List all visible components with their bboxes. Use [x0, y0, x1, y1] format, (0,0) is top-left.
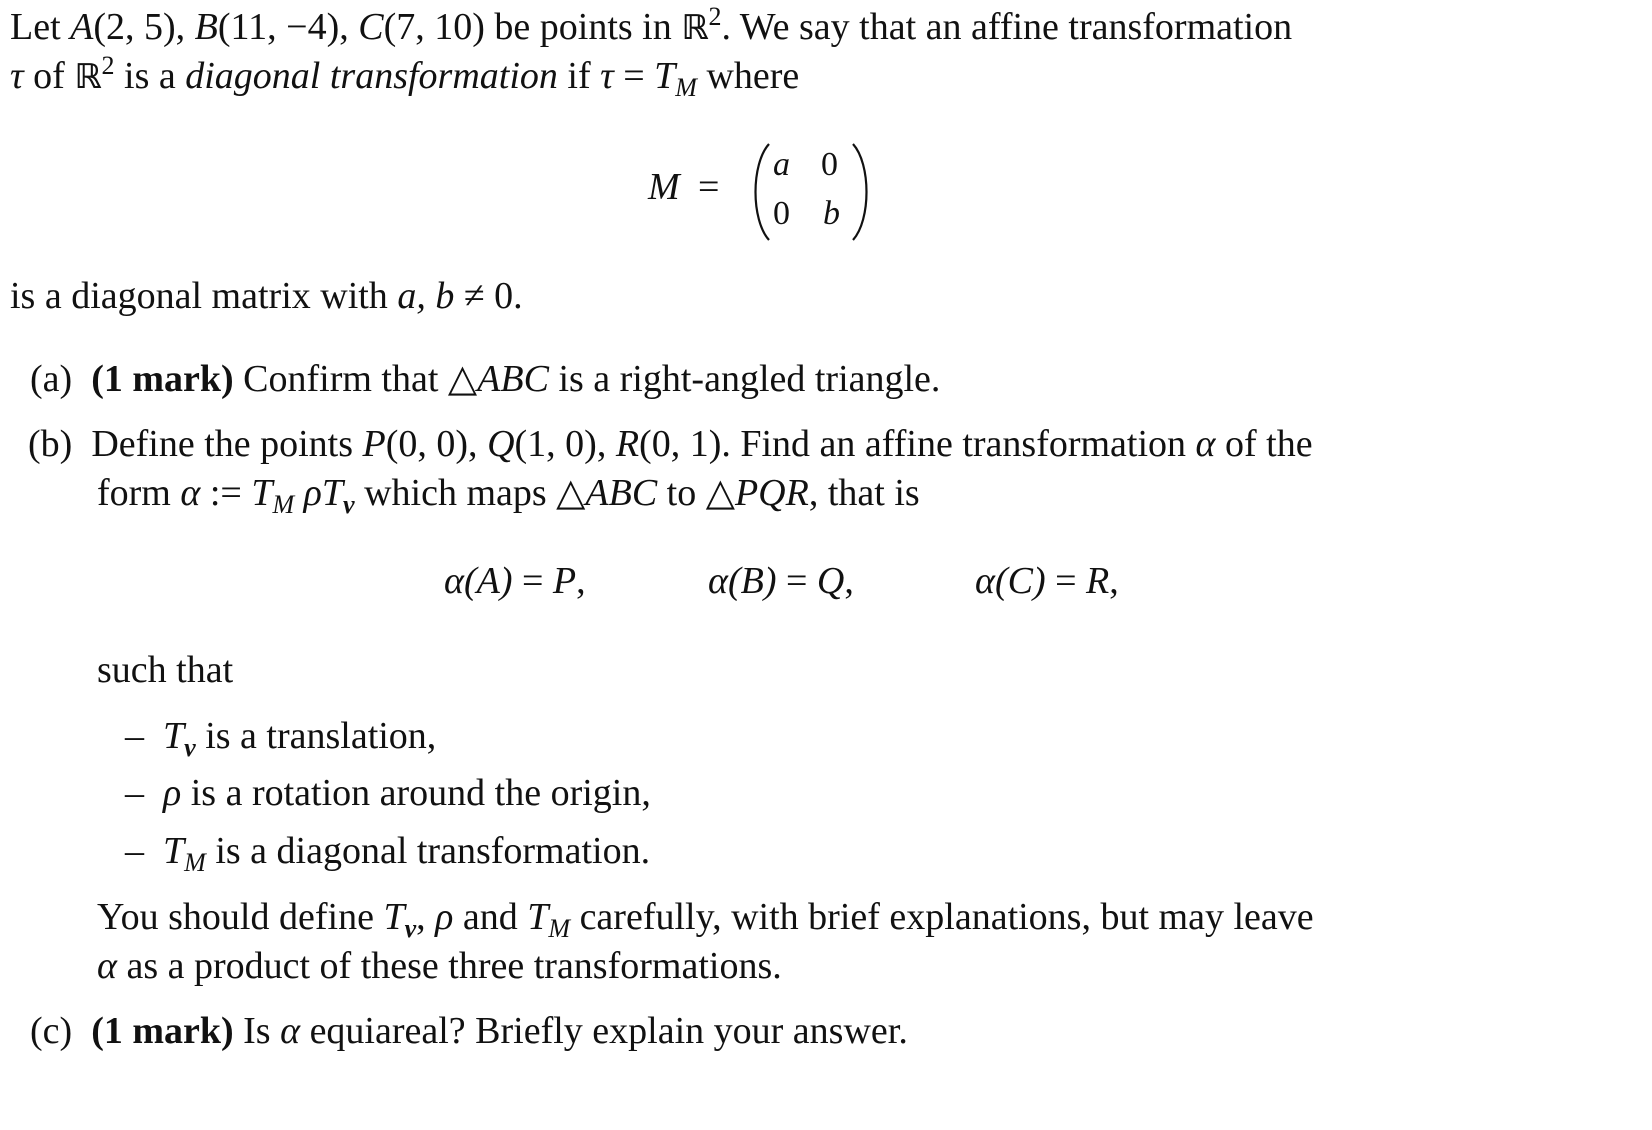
triangle-name: ABC — [477, 358, 549, 400]
part-label: (b) — [28, 423, 73, 465]
text: Confirm that — [243, 358, 439, 400]
triangle-name: PQR — [734, 472, 809, 514]
matrix-cell-22: b — [823, 195, 840, 232]
text: be points in — [494, 6, 672, 48]
intro-line-2 — [10, 51, 800, 102]
exponent: 2 — [101, 51, 115, 80]
comma: , — [844, 560, 854, 602]
part-label: (c) — [30, 1010, 73, 1052]
matrix-cell-11: a — [773, 146, 790, 183]
part-b-line-2 — [97, 472, 920, 519]
part-a — [30, 360, 940, 398]
left-paren-icon — [745, 140, 775, 244]
exponent: 2 — [708, 2, 722, 31]
text: Find an affine transformation — [740, 423, 1187, 465]
text: Is — [243, 1010, 271, 1052]
matrix-m — [745, 140, 985, 250]
rho-symbol: ρ — [163, 772, 182, 814]
t-symbol: T — [654, 55, 676, 97]
text: is a — [124, 55, 176, 97]
t-symbol: T — [251, 472, 273, 514]
text: is a translation, — [205, 715, 437, 757]
text: if — [567, 55, 591, 97]
reals-symbol: ℝ — [681, 8, 709, 48]
text: where — [706, 55, 800, 97]
rhs: P — [552, 560, 577, 602]
text: to — [666, 472, 697, 514]
text: carefully, with brief explanations, but may leave — [579, 896, 1314, 938]
subscript: v — [343, 490, 355, 519]
text: is a diagonal matrix with — [10, 275, 388, 317]
t-symbol: T — [163, 715, 185, 757]
equals-sign: = — [1055, 560, 1077, 602]
text: Let — [10, 6, 61, 48]
text: as a product of these three transformations. — [126, 945, 782, 987]
subscript: v — [184, 733, 196, 762]
such-that: such that — [97, 649, 234, 691]
subscript: M — [184, 848, 206, 877]
rhs: R — [1086, 560, 1110, 602]
point-p-coords: (0, 0), — [385, 423, 478, 465]
point-a-label: A — [70, 6, 94, 48]
after-matrix-line — [10, 277, 523, 315]
definition-sign: := — [209, 472, 242, 514]
point-a-coords: (2, 5), — [93, 6, 186, 48]
display-eq-c — [975, 562, 1119, 600]
comma: , — [576, 560, 586, 602]
equals-sign: = — [785, 560, 808, 602]
point-c-coords: (7, 10) — [383, 6, 485, 48]
comma: , — [1109, 560, 1119, 602]
comma: , — [416, 896, 426, 938]
text: and — [462, 896, 518, 938]
text: form — [97, 472, 171, 514]
argument: (B) — [727, 560, 777, 602]
rho-symbol: ρ — [303, 472, 322, 514]
part-c — [30, 1012, 908, 1050]
point-c-label: C — [358, 6, 384, 48]
bullet-item — [125, 830, 651, 877]
dash: – — [125, 830, 144, 872]
triangle-icon: △ — [705, 472, 735, 514]
alpha-symbol: α — [708, 560, 728, 602]
alpha-symbol: α — [97, 945, 117, 987]
argument: (C) — [994, 560, 1046, 602]
subscript: M — [675, 73, 697, 102]
alpha-symbol: α — [975, 560, 995, 602]
alpha-symbol: α — [1195, 423, 1216, 465]
part-label: (a) — [30, 358, 73, 400]
equals-sign: = — [623, 55, 645, 97]
subscript: M — [548, 914, 571, 943]
reals-symbol: ℝ — [74, 57, 102, 97]
bullet-item — [125, 774, 651, 812]
subscript: v — [404, 914, 417, 943]
matrix-name: M — [648, 166, 680, 208]
marks-label: (1 mark) — [91, 358, 234, 400]
rhs: Q — [816, 560, 845, 602]
closing-line-1 — [97, 896, 1314, 943]
right-paren-icon — [847, 140, 877, 244]
point-r-label: R — [615, 423, 640, 465]
dash: – — [125, 772, 144, 814]
point-b-coords: (11, −4), — [217, 6, 349, 48]
defined-term: diagonal transformation — [185, 55, 558, 97]
point-r-coords: (0, 1). — [639, 423, 731, 465]
text: which maps — [364, 472, 547, 514]
not-equal-zero: ≠ 0. — [463, 275, 523, 317]
marks-label: (1 mark) — [91, 1010, 234, 1052]
point-b-label: B — [194, 6, 218, 48]
equals-sign: = — [521, 560, 544, 602]
text: is a rotation around the origin, — [190, 772, 651, 814]
point-q-label: Q — [487, 423, 515, 465]
text: is a right-angled triangle. — [558, 358, 941, 400]
text: of — [33, 55, 65, 97]
subscript: M — [272, 490, 295, 519]
text: . We say that an affine transformation — [721, 6, 1293, 48]
text: You should define — [97, 896, 374, 938]
display-eq-b — [708, 562, 854, 600]
t-symbol: T — [321, 472, 344, 514]
dash: – — [125, 715, 144, 757]
argument: (A) — [463, 560, 513, 602]
display-eq-a — [444, 562, 586, 600]
tau-symbol: τ — [600, 55, 614, 97]
t-symbol: T — [383, 896, 405, 938]
alpha-symbol: α — [280, 1010, 301, 1052]
text: , that is — [808, 472, 920, 514]
t-symbol: T — [163, 830, 185, 872]
part-b-line-1 — [28, 425, 1313, 463]
alpha-symbol: α — [180, 472, 201, 514]
text: of the — [1225, 423, 1313, 465]
t-symbol: T — [527, 896, 549, 938]
text: is a diagonal transformation. — [215, 830, 651, 872]
bullet-item — [125, 715, 437, 762]
text: equiareal? Briefly explain your answer. — [309, 1010, 908, 1052]
rho-symbol: ρ — [435, 896, 454, 938]
matrix-cell-21: 0 — [773, 195, 790, 232]
triangle-icon: △ — [556, 472, 586, 514]
matrix-cell-12: 0 — [821, 146, 838, 183]
alpha-symbol: α — [444, 560, 464, 602]
closing-line-2 — [97, 947, 782, 985]
point-p-label: P — [362, 423, 386, 465]
variables: a, b — [397, 275, 455, 317]
text: Define the points — [91, 423, 354, 465]
intro-line-1 — [10, 2, 1293, 48]
point-q-coords: (1, 0), — [514, 423, 607, 465]
tau-symbol: τ — [10, 55, 24, 97]
matrix-equals: = — [698, 166, 720, 208]
triangle-icon: △ — [447, 358, 478, 400]
triangle-name: ABC — [585, 472, 658, 514]
